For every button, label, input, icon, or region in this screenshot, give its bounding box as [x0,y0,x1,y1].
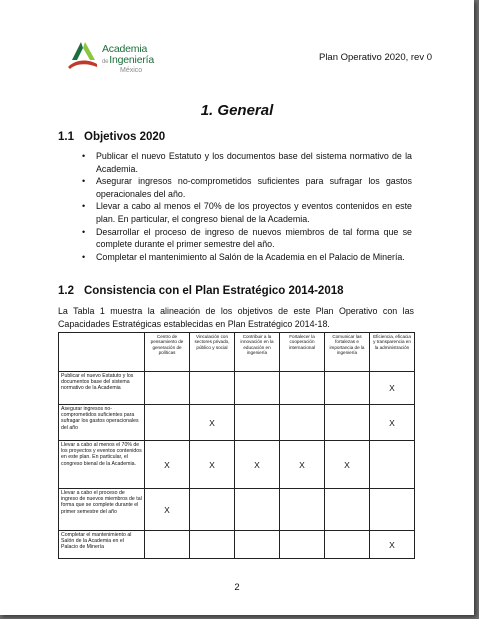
table-header-cell: Fortalecer la cooperación internacional [280,333,325,372]
table-cell: X [190,441,235,489]
table-header-cell: Eficiencia, eficacia y transparencia en la administración [370,333,415,372]
section-heading-consistencia [58,285,344,297]
table-cell [325,405,370,441]
row-label: Asegurar ingresos no-comprometidos suficientes para sufragar los gastos operacionales del año [59,405,145,441]
table-row [59,489,415,531]
table-cell [325,489,370,531]
table-cell [280,489,325,531]
table-cell [325,372,370,405]
table-cell [190,372,235,405]
table-cell: X [235,441,280,489]
section-number: 1.2 [58,285,74,297]
table-header-cell [59,333,145,372]
logo-text-prefix: de [102,59,109,65]
table-cell: X [370,531,415,559]
alignment-table [58,332,415,559]
table-cell: X [370,405,415,441]
list-item: • Publicar el nuevo Estatuto y los documentos base del sistema normativo de la Academia. [82,150,412,175]
table-cell [145,531,190,559]
table-cell [190,489,235,531]
list-item: • Completar el mantenimiento al Salón de la Academia en el Palacio de Minería. [82,251,412,264]
section-title: Consistencia con el Plan Estratégico 2014-2018 [84,285,344,297]
table-header-cell: Vinculación con sectores privado, público y social [190,333,235,372]
table-cell [325,531,370,559]
table-row [59,531,415,559]
table-cell [235,405,280,441]
page-number: 2 [234,582,240,593]
table-header-cell: Contribuir a la innovación en la educación en ingeniería [235,333,280,372]
logo-text-name: Ingeniería [109,54,154,66]
table-cell: X [145,441,190,489]
table-cell [145,372,190,405]
list-item: • Desarrollar el proceso de ingreso de nuevos miembros de tal forma que se complete durante el primer semestre del año. [82,226,412,251]
academia-logo [64,40,174,80]
table-cell [235,372,280,405]
table-cell: X [325,441,370,489]
table-cell: X [190,405,235,441]
objectives-list [82,150,412,263]
section-paragraph: La Tabla 1 muestra la alineación de los objetivos de este Plan Operativo con las Capacidades Estratégicas establecidas en Plan Estratégico 2014-18. [58,306,414,329]
table-row [59,372,415,405]
table-cell [190,531,235,559]
table-header-cell: Centro de pensamiento de generación de políticas [145,333,190,372]
table-cell [280,405,325,441]
section-title: Objetivos 2020 [84,131,166,143]
logo-text-line3: México [120,67,143,74]
table-cell [280,372,325,405]
logo-text-line2 [102,54,154,66]
table-header-row [59,333,415,372]
document-id: Plan Operativo 2020, rev 0 [318,52,432,63]
list-item: • Llevar a cabo al menos el 70% de los proyectos y eventos contenidos en este plan. En particular, el congreso bienal de la Academia. [82,200,412,225]
table-cell: X [145,489,190,531]
table-row [59,405,415,441]
table-cell [235,531,280,559]
logo-mark-icon [64,40,100,74]
logo-text-line1: Academia [102,43,148,55]
row-label: Llevar a cabo el proceso de ingreso de nuevos miembros de tal forma que se complete durante el primer semestre del año [59,489,145,531]
table-cell [235,489,280,531]
table-cell: X [370,372,415,405]
table-cell: X [280,441,325,489]
section-number: 1.1 [58,131,74,143]
table-cell [370,441,415,489]
table-row [59,441,415,489]
table-cell [370,489,415,531]
table-cell [145,405,190,441]
section-heading-objetivos [58,131,165,143]
row-label: Llevar a cabo al menos el 70% de los proyectos y eventos contenidos en este plan. En particular, el congreso bienal de la Academia. [59,441,145,489]
row-label: Completar el mantenimiento al Salón de la Academia en el Palacio de Minería [59,531,145,559]
table-cell [280,531,325,559]
row-label: Publicar el nuevo Estatuto y los documentos base del sistema normativo de la Academia [59,372,145,405]
table-header-cell: Comunicar las fortalezas e importancia de la ingeniería [325,333,370,372]
list-item: • Asegurar ingresos no-comprometidos suficientes para sufragar los gastos operacionales del año. [82,175,412,200]
page-title: 1. General [200,102,274,119]
